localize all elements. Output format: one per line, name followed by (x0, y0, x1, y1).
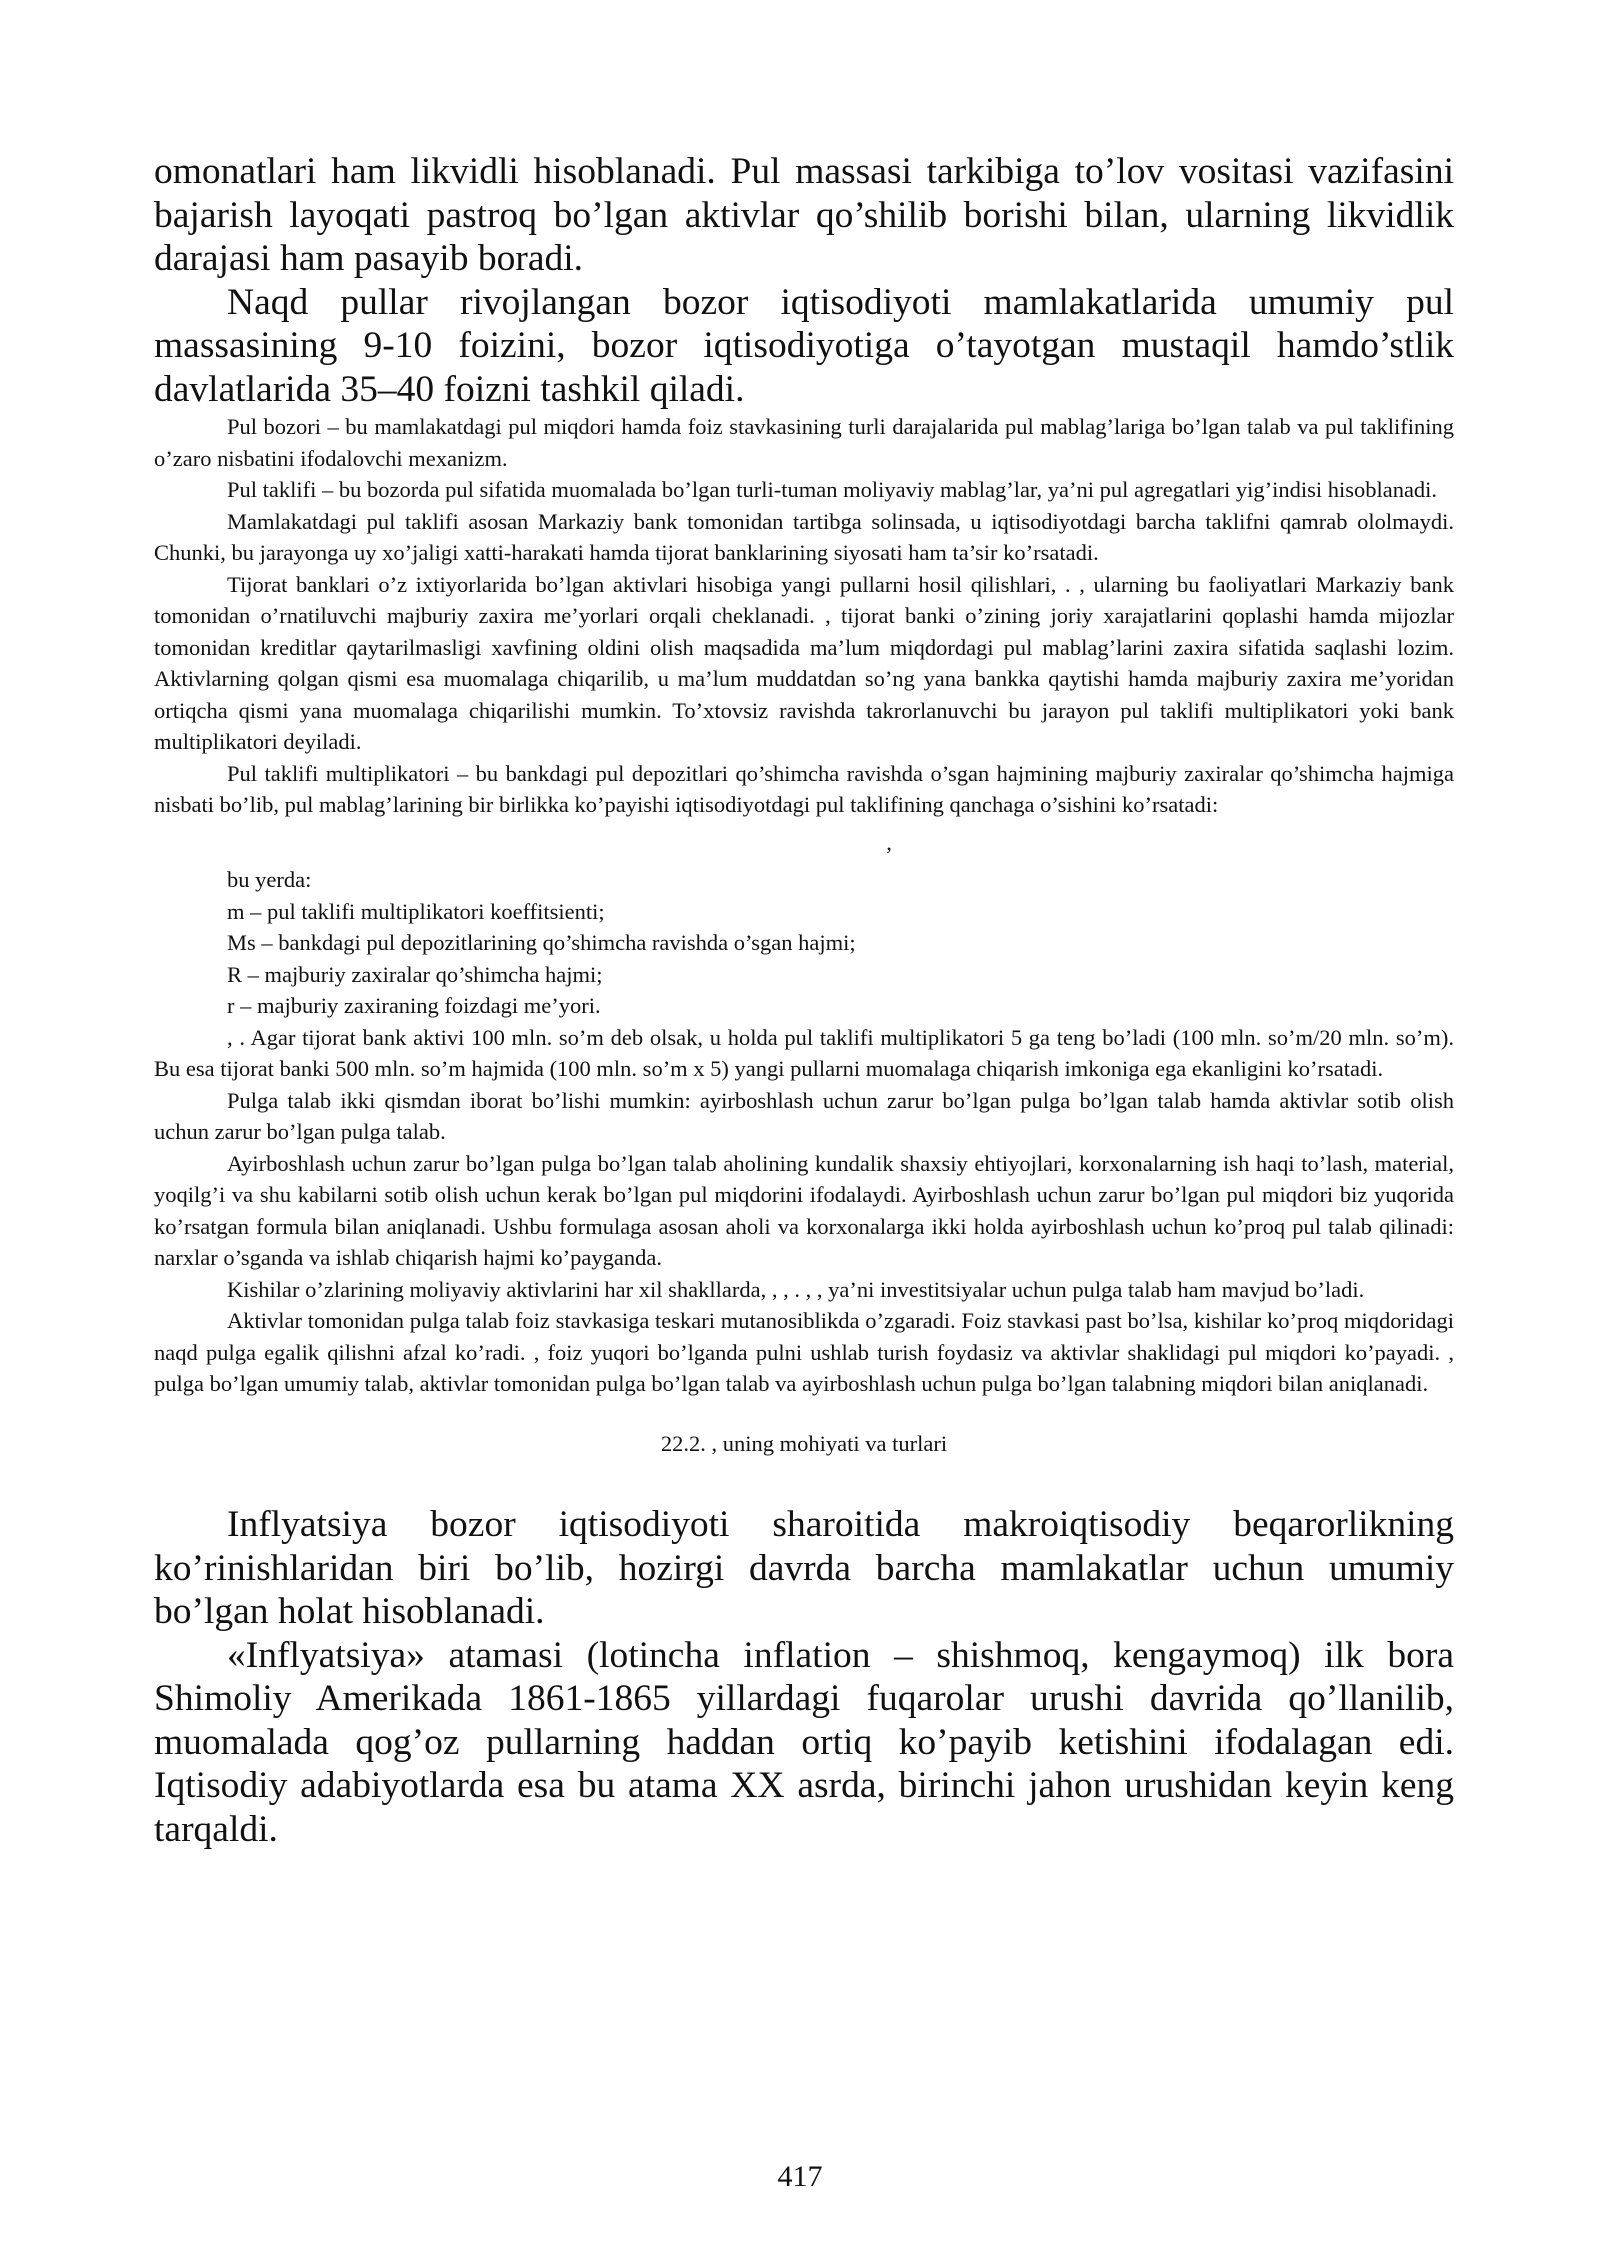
paragraph-cash-share: Naqd pullar rivojlangan bozor iqtisodiyoti mamlakatlarida umumiy pul massasining 9-10 foizini, bozor iqtisodiyotiga o’tayotgan mustaqil hamdo’stlik davlatlarida 35–40 foizni tashkil qiladi. (154, 281, 1454, 410)
paragraph-transaction-demand: Ayirboshlash uchun zarur bo’lgan pulga bo’lgan talab aholining kundalik shaxsiy ehtiyojlari, korxonalarning ish haqi to’lash, material, yoqilg’i va shu kabilarni sotib olish uchun kerak bo’lgan pul miqdorini ifodalaydi. Ayirboshlash uchun zarur bo’lgan pul miqdori biz yuqorida ko’rsatgan formula bilan aniqlanadi. Ushbu formulaga asosan aholi va korxonalarga ikki holda ayirboshlash uchun ko’proq pul talab qilinadi: narxlar o’sganda va ishlab chiqarish hajmi ko’payganda. (154, 1150, 1454, 1270)
paragraph-money-market: Pul bozori – bu mamlakatdagi pul miqdori hamda foiz stavkasining turli darajalarida pul mablag’lariga bo’lgan talab va pul taklifining o’zaro nisbatini ifodalovchi mexanizm. (154, 414, 1454, 471)
page-number: 417 (777, 2160, 823, 2193)
formula-placeholder: , (886, 829, 892, 855)
paragraph-commercial-banks: Tijorat banklari o’z ixtiyorlarida bo’lgan aktivlari hisobiga yangi pullarni hosil qilishlari, . , ularning bu faoliyatlari Markaziy bank tomonidan o’rnatiluvchi majburiy zaxira me’yorlari orqali cheklanadi. , tijorat banki o’zining joriy xarajatlarini qoplashi hamda mijozlar tomonidan kreditlar qaytarilmasligi xavfining oldini olish maqsadida ma’lum miqdordagi pul mablag’larini zaxira sifatida saqlashi lozim. Aktivlarning qolgan qismi esa muomalaga chiqarilib, u ma’lum muddatdan so’ng yana bankka qaytishi hamda majburiy zaxira me’yoridan ortiqcha qismi yana muomalaga chiqarilishi mumkin. To’xtovsiz ravishda takrorlanuvchi bu jarayon pul taklifi multiplikatori yoki bank multiplikatori deyiladi. (154, 571, 1454, 754)
paragraph-demand-parts: Pulga talab ikki qismdan iborat bo’lishi mumkin: ayirboshlash uchun zarur bo’lgan pulga bo’lgan talab hamda aktivlar sotib olish uchun zarur bo’lgan pulga talab. (154, 1087, 1454, 1144)
paragraph-multiplier: Pul taklifi multiplikatori – bu bankdagi pul depozitlari qo’shimcha ravishda o’sgan hajmining majburiy zaxiralar qo’shimcha hajmiga nisbati bo’lib, pul mablag’larining bir birlikka ko’payishi iqtisodiyotdagi pul taklifining qanchaga o’sishini ko’rsatadi: (154, 760, 1454, 817)
paragraph-money-supply: Pul taklifi – bu bozorda pul sifatida muomalada bo’lgan turli-tuman moliyaviy mablag’lar, ya’ni pul agregatlari yig’indisi hisoblanadi. (227, 477, 1438, 502)
paragraph-asset-forms: Kishilar o’zlarining moliyaviy aktivlarini har xil shakllarda, , , . , , ya’ni investitsiyalar uchun pulga talab ham mavjud bo’ladi. (227, 1276, 1365, 1302)
legend-item-m: m – pul taklifi multiplikatori koeffitsienti; (227, 898, 605, 924)
legend-intro: bu yerda: (227, 867, 312, 892)
paragraph-inflation-intro: Inflyatsiya bozor iqtisodiyoti sharoitida makroiqtisodiy beqarorlikning ko’rinishlaridan biri bo’lib, hozirgi davrda barcha mamlakatlar uchun umumiy bo’lgan holat hisoblanadi. (154, 1504, 1454, 1632)
document-page (154, 150, 1454, 1851)
paragraph-example: , . Agar tijorat bank aktivi 100 mln. so’m deb olsak, u holda pul taklifi multiplikatori 5 ga teng bo’ladi (100 mln. so’m/20 mln. so’m). Bu esa tijorat banki 500 mln. so’m hajmida (100 mln. so’m x 5) yangi pullarni muomalaga chiqarish imkoniga ega ekanligini ko’rsatadi. (154, 1024, 1454, 1081)
section-heading: 22.2. , uning mohiyati va turlari (660, 1430, 948, 1456)
paragraph-inflation-term: «Inflyatsiya» atamasi (lotincha inflation – shishmoq, kengaymoq) ilk bora Shimoliy Amerikada 1861-1865 yillardagi fuqarolar urushi davrida qo’llanilib, muomalada qog’oz pullarning haddan ortiq ko’payib ketishini ifodalagan edi. Iqtisodiy adabiyotlarda esa bu atama XX asrda, birinchi jahon urushidan keyin keng tarqaldi. (154, 1634, 1454, 1850)
legend-item-ms: Ms – bankdagi pul depozitlarining qo’shimcha ravishda o’sgan hajmi; (227, 930, 856, 955)
legend-item-r-upper: R – majburiy zaxiralar qo’shimcha hajmi; (227, 961, 603, 987)
legend-item-r-lower: r – majburiy zaxiraning foizdagi me’yori. (227, 993, 601, 1018)
paragraph-central-bank: Mamlakatdagi pul taklifi asosan Markaziy bank tomonidan tartibga solinsada, u iqtisodiyotdagi barcha taklifni qamrab ololmaydi. Chunki, bu jarayonga uy xo’jaligi xatti-harakati hamda tijorat banklarining siyosati ham ta’sir ko’rsatadi. (154, 508, 1454, 565)
paragraph-asset-demand: Aktivlar tomonidan pulga talab foiz stavkasiga teskari mutanosiblikda o’zgaradi. Foiz stavkasi past bo’lsa, kishilar ko’proq miqdoridagi naqd pulga egalik qilishni afzal ko’radi. , foiz yuqori bo’lganda pulni ushlab turish foydasiz va aktivlar shaklidagi pul miqdori ko’payadi. , pulga bo’lgan umumiy talab, aktivlar tomonidan pulga bo’lgan talab va ayirboshlash uchun pulga bo’lgan talabning miqdori bilan aniqlanadi. (154, 1308, 1454, 1396)
paragraph-intro: omonatlari ham likvidli hisoblanadi. Pul massasi tarkibiga to’lov vositasi vazifasini bajarish layoqati pastroq bo’lgan aktivlar qo’shilib borishi bilan, ularning likvidlik darajasi ham pasayib boradi. (154, 151, 1454, 279)
